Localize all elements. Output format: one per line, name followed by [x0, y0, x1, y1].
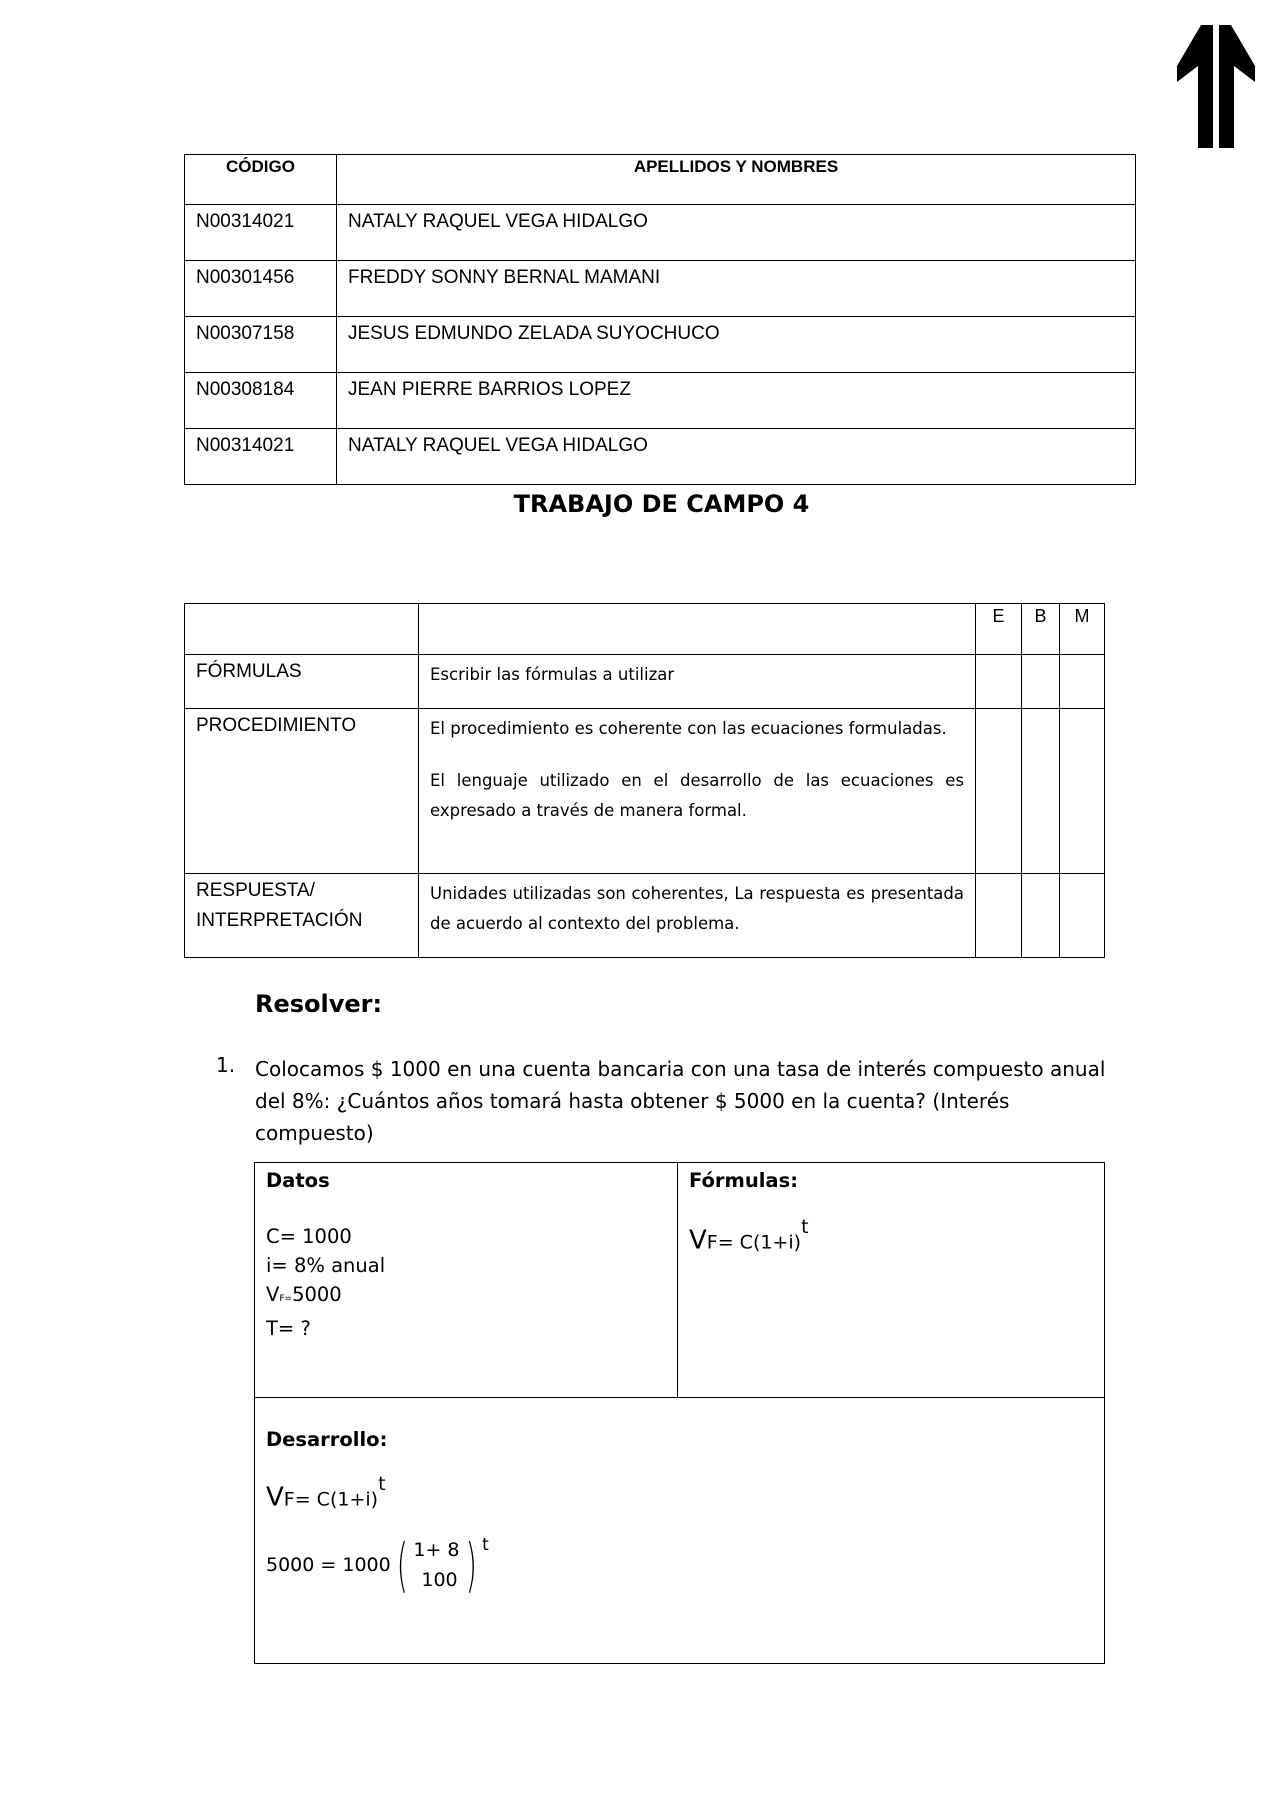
grade-cell[interactable]	[1022, 655, 1060, 709]
grade-e: E	[976, 604, 1022, 655]
equation	[266, 1530, 1093, 1599]
grade-cell[interactable]	[1060, 655, 1105, 709]
formula-exponent: t	[378, 1473, 386, 1495]
datos-cell	[255, 1163, 678, 1398]
description-text: Escribir las fórmulas a utilizar	[430, 665, 675, 684]
dato-line: i= 8% anual	[266, 1254, 386, 1277]
empty-cell	[419, 604, 976, 655]
rubric-row	[185, 874, 1105, 958]
table-row	[185, 373, 1136, 429]
formulas-label: Fórmulas:	[689, 1169, 798, 1192]
rubric-header-row	[185, 604, 1105, 655]
dato-line: T= ?	[266, 1317, 311, 1340]
student-name: FREDDY SONNY BERNAL MAMANI	[337, 261, 1136, 317]
formula-v: V	[266, 1482, 284, 1513]
table-row	[185, 261, 1136, 317]
rubric-description	[419, 655, 976, 709]
equation-left: 5000 = 1000	[266, 1553, 391, 1576]
student-code: N00301456	[185, 261, 337, 317]
grade-cell[interactable]	[1022, 709, 1060, 874]
university-logo-icon	[1175, 24, 1257, 150]
rubric-row	[185, 655, 1105, 709]
label-line: RESPUESTA/	[196, 880, 315, 901]
table-header-row	[185, 155, 1136, 205]
table-row	[185, 317, 1136, 373]
dato-line: C= 1000	[266, 1225, 352, 1248]
rubric-label: FÓRMULAS	[185, 655, 419, 709]
fraction	[413, 1535, 459, 1595]
vf-symbol: V	[266, 1283, 280, 1306]
grade-cell[interactable]	[976, 709, 1022, 874]
desarrollo-cell	[255, 1398, 1105, 1664]
description-text: Unidades utilizadas son coherentes, La respuesta es presentada de acuerdo al contexto del problema.	[430, 884, 964, 933]
label-line: INTERPRETACIÓN	[196, 910, 363, 931]
students-table	[184, 154, 1136, 485]
student-name: NATALY RAQUEL VEGA HIDALGO	[337, 429, 1136, 485]
solution-bottom-row	[255, 1398, 1105, 1664]
vf-value: 5000	[292, 1283, 342, 1306]
grade-cell[interactable]	[1060, 709, 1105, 874]
formula	[689, 1216, 1093, 1256]
description-text: El procedimiento es coherente con las ecuaciones formuladas.	[430, 719, 947, 738]
header-nombres: APELLIDOS Y NOMBRES	[337, 155, 1136, 205]
rubric-label: PROCEDIMIENTO	[185, 709, 419, 874]
resolver-heading: Resolver:	[255, 990, 383, 1018]
student-name: JEAN PIERRE BARRIOS LOPEZ	[337, 373, 1136, 429]
grade-cell[interactable]	[1022, 874, 1060, 958]
solution-table	[254, 1162, 1105, 1664]
formula-v: V	[689, 1225, 707, 1256]
student-name: NATALY RAQUEL VEGA HIDALGO	[337, 205, 1136, 261]
formulas-cell	[678, 1163, 1105, 1398]
problem-text: Colocamos $ 1000 en una cuenta bancaria con una tasa de interés compuesto anual del 8%: ¿Cuántos años tomará hasta obtener $ 5000 en la cuenta? (Interés compuesto)	[255, 1057, 1106, 1145]
page-title: TRABAJO DE CAMPO 4	[513, 490, 810, 518]
table-row	[185, 205, 1136, 261]
fraction-numerator: 1+ 8	[413, 1538, 460, 1561]
formula-body: F= C(1+i)	[283, 1488, 379, 1511]
desarrollo-formula	[266, 1473, 1093, 1513]
student-code: N00314021	[185, 429, 337, 485]
description-text: El lenguaje utilizado en el desarrollo de las ecuaciones es expresado a través de manera formal.	[430, 771, 964, 820]
vf-subscript: F=	[279, 1294, 293, 1304]
grade-m: M	[1060, 604, 1105, 655]
formula-exponent: t	[801, 1216, 809, 1238]
rubric-description	[419, 874, 976, 958]
student-code: N00308184	[185, 373, 337, 429]
header-codigo: CÓDIGO	[185, 155, 337, 205]
student-code: N00307158	[185, 317, 337, 373]
rubric-table	[184, 603, 1105, 958]
fraction-denominator: 100	[421, 1568, 458, 1591]
right-paren: )	[465, 1530, 477, 1599]
solution-top-row	[255, 1163, 1105, 1398]
problem-number: 1.	[216, 1053, 236, 1077]
dato-line	[266, 1280, 666, 1314]
table-row	[185, 429, 1136, 485]
grade-cell[interactable]	[976, 655, 1022, 709]
rubric-label	[185, 874, 419, 958]
rubric-description	[419, 709, 976, 874]
grade-b: B	[1022, 604, 1060, 655]
datos-label: Datos	[266, 1169, 330, 1192]
empty-cell	[185, 604, 419, 655]
equation-exponent: t	[482, 1534, 489, 1555]
left-paren: (	[396, 1530, 408, 1599]
student-code: N00314021	[185, 205, 337, 261]
formula-body: F= C(1+i)	[706, 1231, 802, 1254]
grade-cell[interactable]	[1060, 874, 1105, 958]
student-name: JESUS EDMUNDO ZELADA SUYOCHUCO	[337, 317, 1136, 373]
rubric-row	[185, 709, 1105, 874]
grade-cell[interactable]	[976, 874, 1022, 958]
desarrollo-label: Desarrollo:	[266, 1428, 388, 1451]
